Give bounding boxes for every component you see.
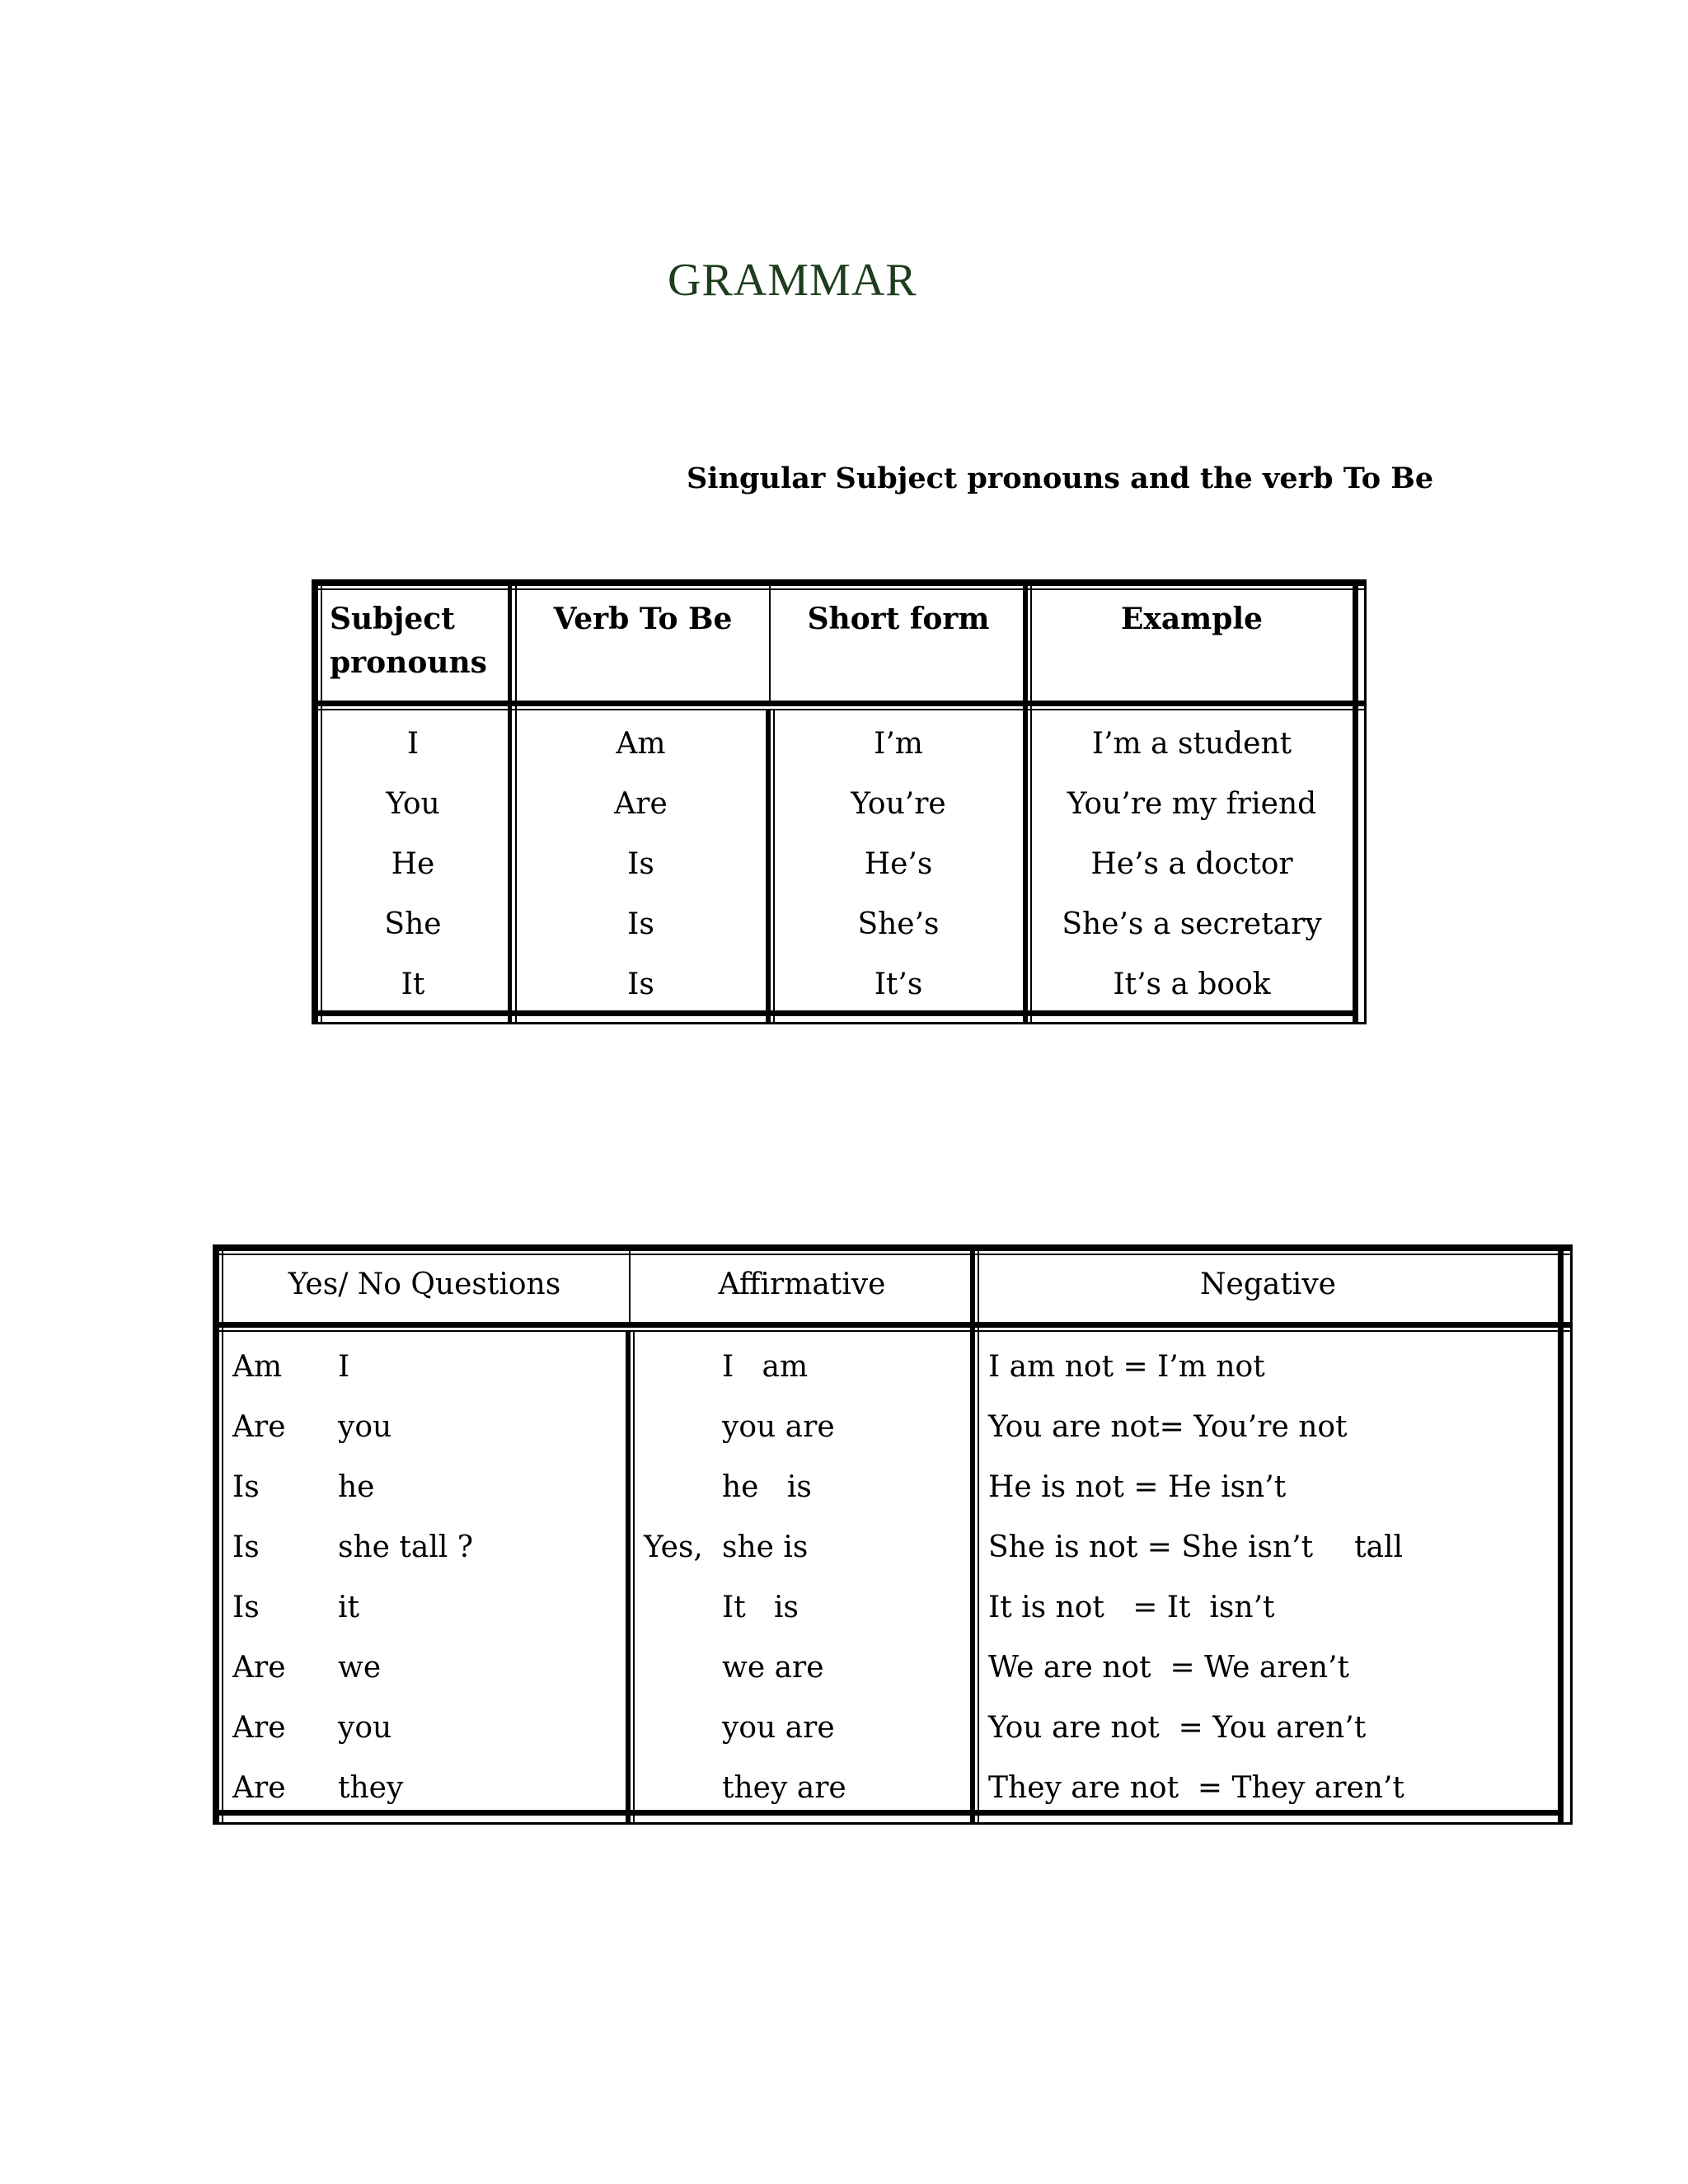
questions-table: [213, 1244, 1573, 1825]
affirmative-cell: we are: [722, 1651, 824, 1685]
pronoun-column: [318, 714, 508, 1015]
pronoun-cell: You: [386, 787, 440, 821]
question-subject: he: [338, 1470, 375, 1504]
affirmative-yes-prefix: Yes,: [644, 1530, 703, 1564]
example-cell: He’s a doctor: [1090, 847, 1293, 881]
question-subject: she tall ?: [338, 1530, 474, 1564]
short-form-cell: It’s: [874, 968, 923, 1001]
negative-cell: I am not = I’m not: [988, 1350, 1265, 1384]
short-form-cell: She’s: [857, 907, 940, 941]
question-verb: Am: [232, 1350, 283, 1384]
negative-cell: You are not = You aren’t: [988, 1711, 1367, 1745]
header-affirmative: Affirmative: [718, 1268, 886, 1301]
verb-cell: Are: [614, 787, 668, 821]
question-verb: Are: [232, 1771, 286, 1805]
affirmative-cell: I am: [722, 1350, 809, 1384]
question-subject: they: [338, 1771, 404, 1805]
example-cell: She’s a secretary: [1062, 907, 1322, 941]
header-short-form: Short form: [807, 602, 990, 636]
header-example: Example: [1120, 602, 1264, 636]
page-title: GRAMMAR: [668, 255, 917, 306]
verb-cell: Is: [627, 847, 654, 881]
question-verb: Are: [232, 1651, 286, 1685]
header-negative: Negative: [1200, 1268, 1336, 1301]
verb-column: [516, 714, 766, 1015]
negative-cell: She is not = She isn’t: [988, 1530, 1314, 1564]
header-yes-no-questions: Yes/ No Questions: [288, 1268, 561, 1301]
section-subtitle: Singular Subject pronouns and the verb To Be: [687, 462, 1434, 495]
question-verb: Is: [232, 1530, 260, 1564]
example-cell: I’m a student: [1091, 727, 1292, 761]
affirmative-cell: you are: [722, 1410, 835, 1444]
question-subject: you: [338, 1410, 392, 1444]
negative-cell: They are not = They aren’t: [988, 1771, 1404, 1805]
question-verb: Are: [232, 1711, 286, 1745]
verb-cell: Is: [627, 907, 654, 941]
affirmative-cell: they are: [722, 1771, 846, 1805]
example-column: [1031, 714, 1353, 1015]
question-subject: it: [338, 1591, 359, 1624]
verb-cell: Is: [627, 968, 654, 1001]
negative-column: [988, 1337, 1557, 1818]
header-verb-to-be: Verb To Be: [553, 602, 733, 636]
example-cell: You’re my friend: [1067, 787, 1317, 821]
question-verb: Are: [232, 1410, 286, 1444]
question-verb: Is: [232, 1470, 260, 1504]
pronoun-cell: She: [384, 907, 442, 941]
negative-cell: You are not= You’re not: [988, 1410, 1348, 1444]
affirmative-cell: she is: [722, 1530, 809, 1564]
pronoun-cell: He: [391, 847, 435, 881]
affirmative-cell: It is: [722, 1591, 799, 1624]
negative-cell: It is not = It isn’t: [988, 1591, 1275, 1624]
negative-cell: He is not = He isn’t: [988, 1470, 1287, 1504]
verb-cell: Am: [616, 727, 666, 761]
header-subject-pronouns: Subject pronouns: [330, 602, 487, 680]
question-subject: I: [338, 1350, 350, 1384]
short-form-cell: He’s: [864, 847, 933, 881]
affirmative-cell: you are: [722, 1711, 835, 1745]
pronoun-cell: It: [401, 968, 425, 1001]
example-cell: It’s a book: [1113, 968, 1271, 1001]
pronoun-table: [312, 579, 1367, 1024]
question-subject: you: [338, 1711, 392, 1745]
negative-tall-suffix: tall: [1354, 1530, 1404, 1564]
short-form-cell: You’re: [851, 787, 946, 821]
affirmative-column: [644, 1337, 965, 1818]
question-verb: Is: [232, 1591, 260, 1624]
short-form-column: [774, 714, 1023, 1015]
questions-column: [232, 1337, 620, 1818]
pronoun-cell: I: [406, 727, 420, 761]
short-form-cell: I’m: [874, 727, 923, 761]
affirmative-cell: he is: [722, 1470, 812, 1504]
question-subject: we: [338, 1651, 382, 1685]
negative-cell: We are not = We aren’t: [988, 1651, 1349, 1685]
